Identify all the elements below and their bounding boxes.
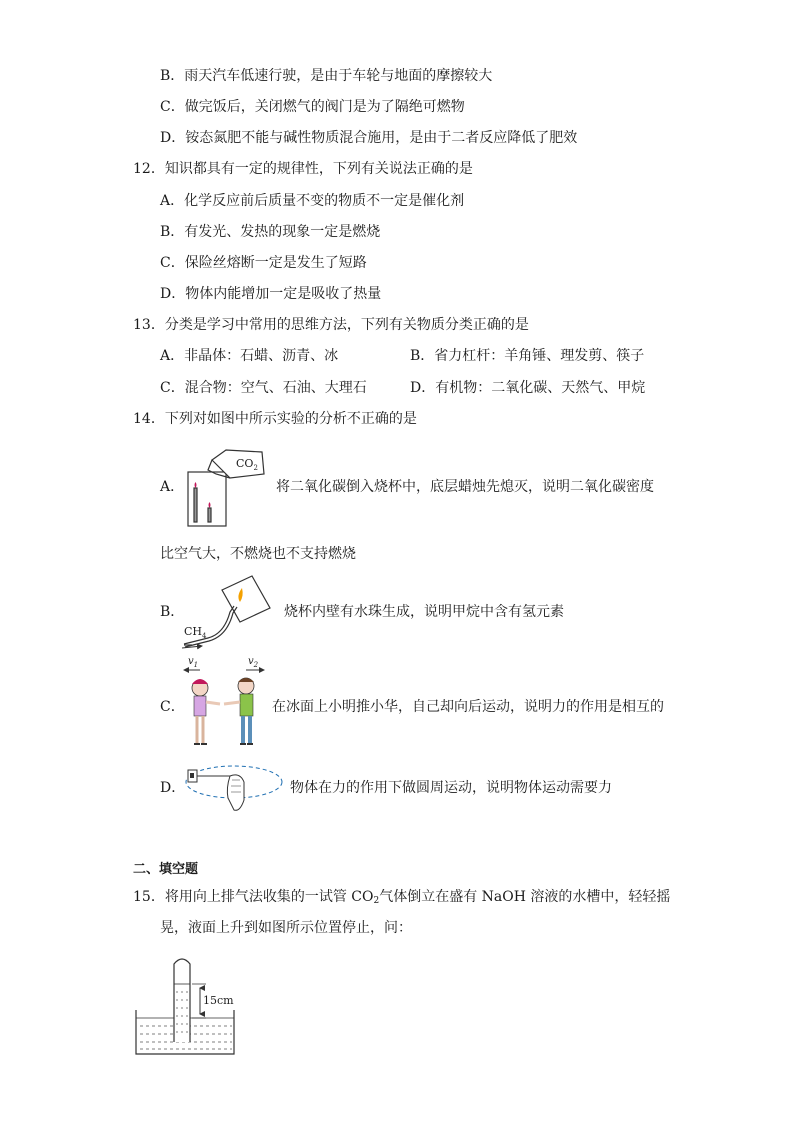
svg-text:v1: $v_1$ [188, 656, 199, 669]
ice-push-figure [180, 654, 270, 752]
q12-option-a: A．化学反应前后质量不变的物质不一定是催化剂 [160, 193, 465, 209]
svg-text:CH4: $CH_4$ [184, 625, 207, 640]
q13-option-b: B．省力杠杆：羊角锤、理发剪、筷子 [410, 348, 645, 364]
circular-motion-figure [182, 758, 286, 816]
q13-option-d: D．有机物：二氧化碳、天然气、甲烷 [410, 380, 646, 396]
inverted-test-tube [174, 959, 190, 1042]
q14-option-b-text: 烧杯内壁有水珠生成，说明甲烷中含有氢元素 [284, 604, 564, 620]
short-candle [208, 508, 211, 522]
q14-stem: 14．下列对如图中所示实验的分析不正确的是 [133, 411, 417, 427]
q14-option-a-continued: 比空气大，不燃烧也不支持燃烧 [160, 546, 356, 562]
q12-option-b: B．有发光、发热的现象一定是燃烧 [160, 224, 381, 240]
q14-option-c-text: 在冰面上小明推小华，自己却向后运动，说明力的作用是相互的 [272, 699, 664, 715]
q11-option-d: D．铵态氮肥不能与碱性物质混合施用，是由于二者反应降低了肥效 [160, 130, 578, 146]
boy-figure [224, 678, 254, 744]
q13-stem: 13．分类是学习中常用的思维方法，下列有关物质分类正确的是 [133, 317, 529, 333]
height-label: 15cm [203, 994, 234, 1007]
tall-candle [194, 488, 197, 522]
q14-option-a-text: 将二氧化碳倒入烧杯中，底层蜡烛先熄灭，说明二氧化碳密度 [276, 479, 654, 495]
q14-option-b-label: B． [160, 604, 185, 620]
fig-a-gas-label: CO [236, 457, 254, 470]
tall-candle-flame [195, 482, 197, 488]
fig-b-gas-label: CH [184, 625, 203, 638]
girl-figure [192, 679, 220, 744]
q14-option-d-label: D． [160, 780, 186, 796]
q15-stem-line2: 晃，液面上升到如图所示位置停止，问： [160, 920, 412, 936]
q11-option-b: B．雨天汽车低速行驶，是由于车轮与地面的摩擦较大 [160, 68, 493, 84]
q12-option-c: C．保险丝熔断一定是发生了短路 [160, 255, 367, 271]
q12-stem: 12．知识都具有一定的规律性，下列有关说法正确的是 [133, 161, 473, 177]
hand-icon [227, 775, 244, 810]
methane-burning-figure [182, 572, 282, 652]
q14-option-c-label: C． [160, 699, 185, 715]
fig-c-v2-label: v [248, 656, 254, 667]
q14-option-a-label: A． [160, 479, 185, 495]
short-candle-flame [209, 502, 211, 508]
svg-text:v2: $v_2$ [248, 656, 259, 669]
svg-text:CO2: $CO_2$ [236, 457, 258, 472]
co2-pour-beaker-figure [182, 448, 272, 530]
q15-stem-line1: 15．将用向上排气法收集的一试管 $CO_2$气体倒立在盛有 NaOH 溶液的水槽中，轻轻摇 [133, 889, 671, 906]
q11-option-c: C．做完饭后，关闭燃气的阀门是为了隔绝可燃物 [160, 99, 465, 115]
q14-option-d-text: 物体在力的作用下做圆周运动，说明物体运动需要力 [290, 780, 612, 796]
test-tube-trough-figure [134, 952, 238, 1060]
q12-option-d: D．物体内能增加一定是吸收了热量 [160, 286, 382, 302]
fig-c-v1-label: v [188, 656, 194, 667]
q13-option-a: A．非晶体：石蜡、沥青、冰 [160, 348, 339, 364]
q13-option-c: C．混合物：空气、石油、大理石 [160, 380, 367, 396]
section-title-fill-blank: 二、填空题 [133, 862, 199, 877]
